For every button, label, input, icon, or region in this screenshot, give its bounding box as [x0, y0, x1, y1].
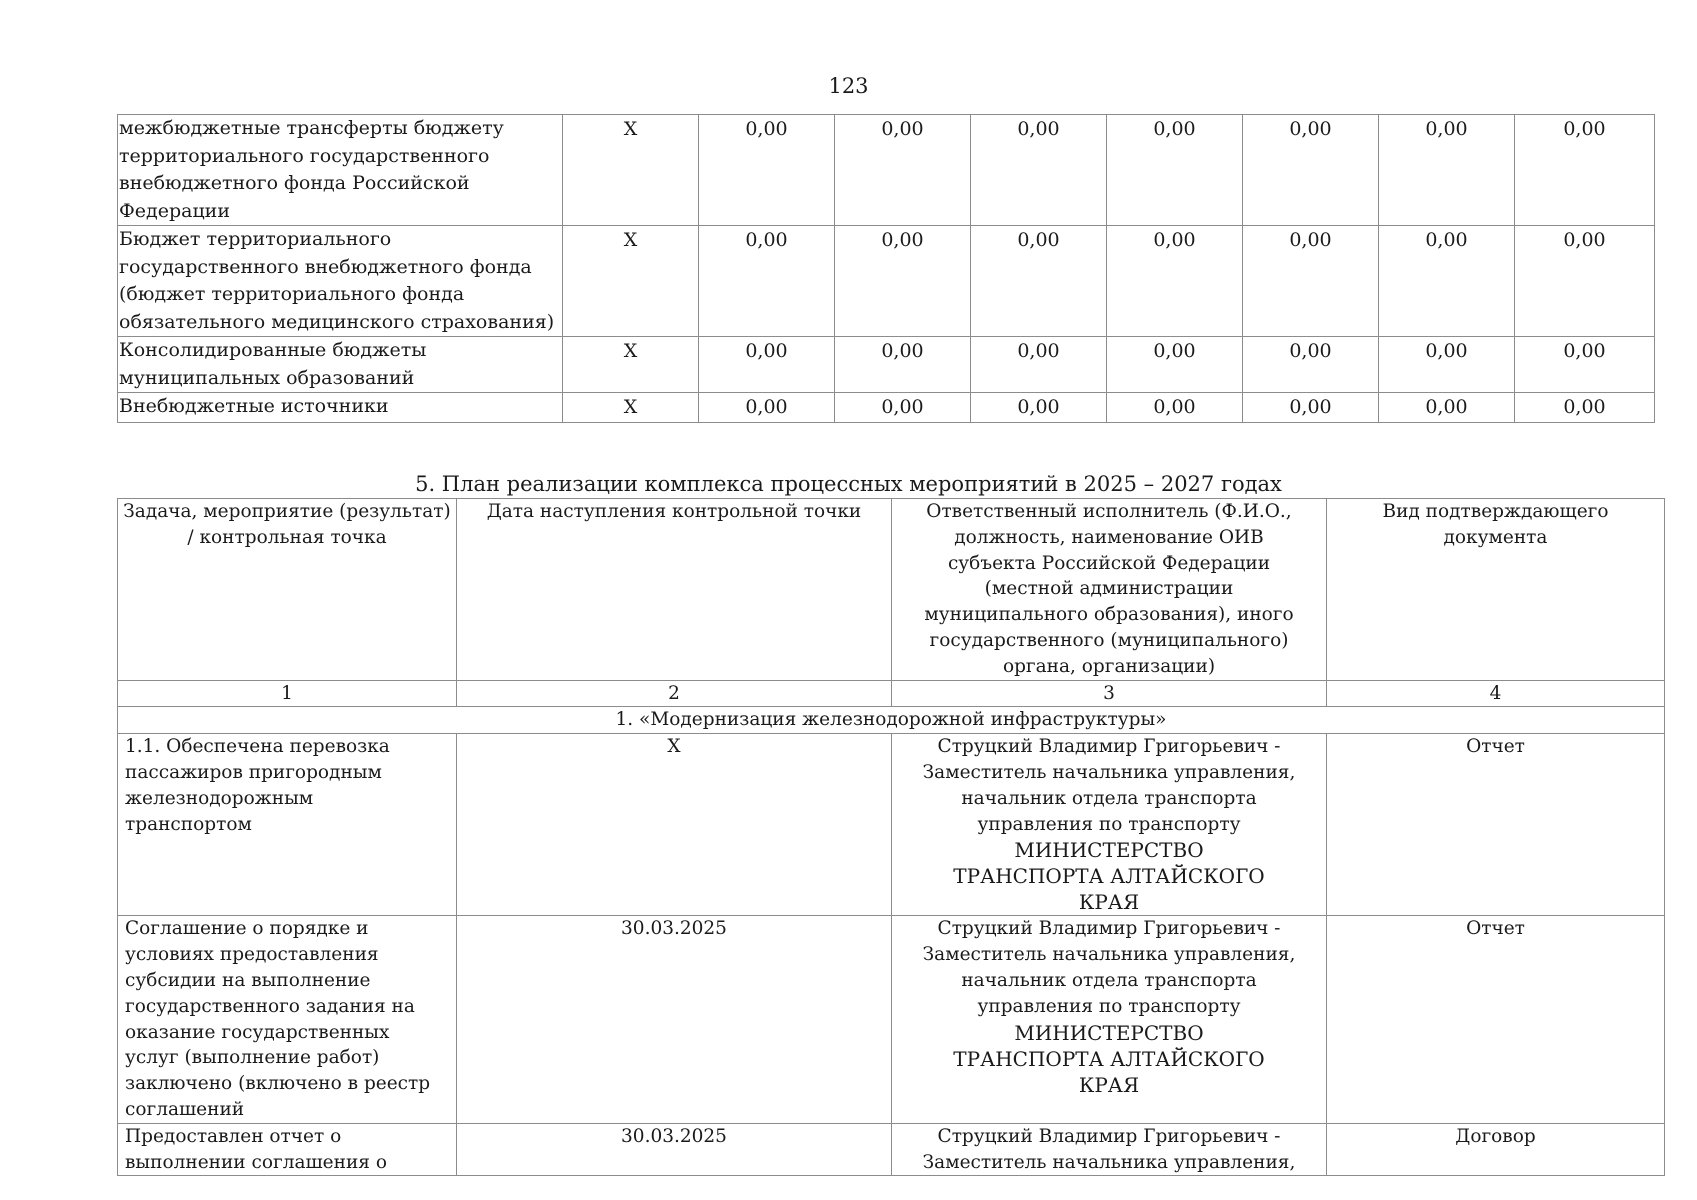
- table-row: [118, 226, 1655, 337]
- responsible-cell: [892, 1123, 1327, 1176]
- table-row: [118, 734, 1665, 916]
- table-row: [118, 337, 1655, 393]
- table-cell: 0,00: [1243, 226, 1379, 337]
- table-cell: 0,00: [1107, 226, 1243, 337]
- table-cell: 0,00: [1107, 393, 1243, 423]
- column-header: Дата наступления контрольной точки: [457, 499, 892, 681]
- table-row: [118, 916, 1665, 1123]
- table-cell: 0,00: [1379, 226, 1515, 337]
- table-row: [118, 115, 1655, 226]
- table-cell: 0,00: [1243, 337, 1379, 393]
- funding-table-body: [118, 115, 1655, 423]
- table-cell: X: [563, 115, 699, 226]
- source-label: Консолидированные бюджеты муниципальных образований: [118, 337, 563, 393]
- table-cell: 0,00: [1243, 115, 1379, 226]
- source-label: межбюджетные трансферты бюджету территориального государственного внебюджетного фонда Российской Федерации: [118, 115, 563, 226]
- table-cell: 0,00: [1107, 115, 1243, 226]
- column-number: 4: [1327, 680, 1665, 707]
- table-cell: 0,00: [1515, 226, 1655, 337]
- table-cell: 0,00: [1515, 393, 1655, 423]
- responsible-person: Струцкий Владимир Григорьевич - Заместитель начальника управления, начальник отдела транспорта управления по транспорту: [922, 918, 1296, 1017]
- table-cell: X: [563, 393, 699, 423]
- responsible-organization: МИНИСТЕРСТВО ТРАНСПОРТА АЛТАЙСКОГО КРАЯ: [953, 1020, 1265, 1097]
- source-label: Внебюджетные источники: [118, 393, 563, 423]
- section-title: 5. План реализации комплекса процессных мероприятий в 2025 – 2027 годах: [415, 472, 1282, 496]
- date-cell: X: [457, 734, 892, 916]
- table-cell: 0,00: [835, 393, 971, 423]
- table-cell: 0,00: [971, 226, 1107, 337]
- responsible-person: Струцкий Владимир Григорьевич - Заместитель начальника управления, начальник отдела транспорта управления по транспорту: [922, 736, 1296, 835]
- column-number: 3: [892, 680, 1327, 707]
- table-cell: 0,00: [1379, 337, 1515, 393]
- table-cell: 0,00: [1379, 115, 1515, 226]
- table-cell: 0,00: [971, 393, 1107, 423]
- group-title: 1. «Модернизация железнодорожной инфраструктуры»: [118, 707, 1665, 734]
- column-number-row: [118, 680, 1665, 707]
- document-type-cell: Отчет: [1327, 916, 1665, 1123]
- table-cell: X: [563, 226, 699, 337]
- table-header-row: [118, 499, 1665, 681]
- source-label: Бюджет территориального государственного внебюджетного фонда (бюджет территориального фонда обязательного медицинского страхования): [118, 226, 563, 337]
- page-number: 123: [828, 74, 869, 98]
- table-cell: 0,00: [1515, 115, 1655, 226]
- table-cell: 0,00: [1515, 337, 1655, 393]
- table-cell: 0,00: [1107, 337, 1243, 393]
- table-cell: 0,00: [835, 115, 971, 226]
- task-cell: Предоставлен отчет о выполнении соглашения о: [118, 1123, 457, 1176]
- date-cell: 30.03.2025: [457, 1123, 892, 1176]
- responsible-person: Струцкий Владимир Григорьевич - Заместитель начальника управления,: [922, 1125, 1296, 1173]
- table-cell: 0,00: [971, 115, 1107, 226]
- table-cell: 0,00: [699, 337, 835, 393]
- document-type-cell: Отчет: [1327, 734, 1665, 916]
- table-cell: 0,00: [971, 337, 1107, 393]
- responsible-organization: МИНИСТЕРСТВО ТРАНСПОРТА АЛТАЙСКОГО КРАЯ: [953, 838, 1265, 915]
- table-cell: 0,00: [1243, 393, 1379, 423]
- table-cell: 0,00: [699, 226, 835, 337]
- table-cell: 0,00: [835, 337, 971, 393]
- table-row: [118, 1123, 1665, 1176]
- table-cell: 0,00: [699, 393, 835, 423]
- table-cell: X: [563, 337, 699, 393]
- table-row: [118, 393, 1655, 423]
- funding-sources-table: [117, 114, 1655, 423]
- column-number: 1: [118, 680, 457, 707]
- responsible-cell: [892, 734, 1327, 916]
- column-number: 2: [457, 680, 892, 707]
- table-cell: 0,00: [835, 226, 971, 337]
- task-cell: 1.1. Обеспечена перевозка пассажиров пригородным железнодорожным транспортом: [118, 734, 457, 916]
- responsible-cell: [892, 916, 1327, 1123]
- column-header: Вид подтверждающего документа: [1327, 499, 1665, 681]
- table-cell: 0,00: [699, 115, 835, 226]
- document-type-cell: Договор: [1327, 1123, 1665, 1176]
- column-header: Задача, мероприятие (результат) / контрольная точка: [118, 499, 457, 681]
- table-cell: 0,00: [1379, 393, 1515, 423]
- task-cell: Соглашение о порядке и условиях предоставления субсидии на выполнение государственного задания на оказание государственных услуг (выполнение работ) заключено (включено в реестр соглашений: [118, 916, 457, 1123]
- implementation-plan-table: [117, 498, 1665, 1176]
- group-row: [118, 707, 1665, 734]
- column-header: Ответственный исполнитель (Ф.И.О., должность, наименование ОИВ субъекта Российской Федерации (местной администрации муниципального образования), иного государственного (муниципального) органа, организации): [892, 499, 1327, 681]
- plan-table-body: [118, 499, 1665, 1176]
- date-cell: 30.03.2025: [457, 916, 892, 1123]
